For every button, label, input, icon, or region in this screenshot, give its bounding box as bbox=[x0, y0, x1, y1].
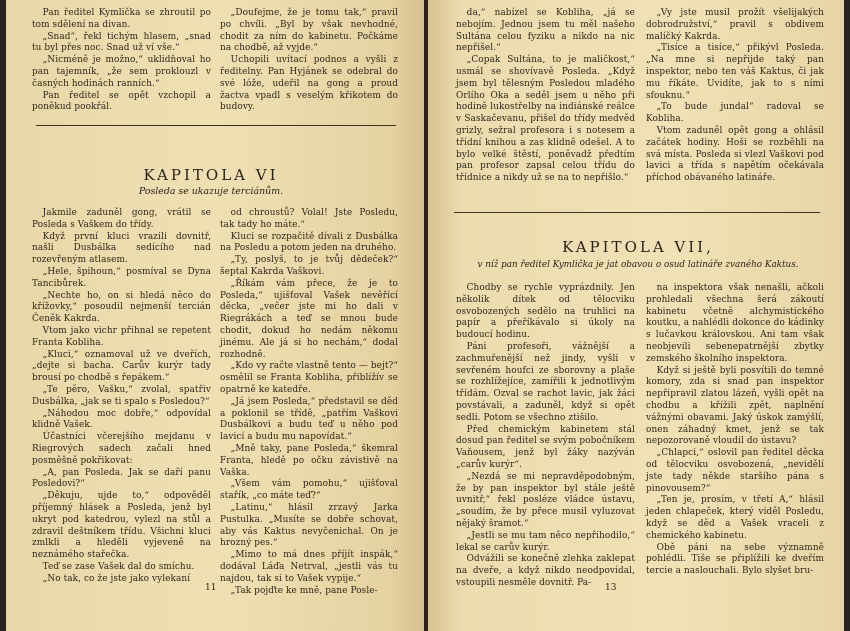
paragraph: na inspektora však nenašli, ačkoli prohledali všechna šerá zákoutí kabinetu včetně alchymistického koutku, a nahlédli dokonce do kádinky s lučavkou královskou. Ani tam však neobjevili sebenepatrnější zbytky zemského školního inspektora. bbox=[646, 283, 824, 364]
paragraph: Vtom jako vichr přihnal se repetent Franta Kobliha. bbox=[32, 325, 211, 348]
paragraph: „Vy jste musil prožít všelijakých dobrodružství,“ pravil s obdivem malíčký Kakrda. bbox=[646, 8, 824, 42]
left-bottom-left-column bbox=[32, 208, 211, 586]
paragraph: Vtom zaduněl opět gong a ohlásil začátek hodiny. Hoši se rozběhli na svá místa. Posleda si vlezl Vaškovi pod lavici a třída s napětím očekávala příchod obávaného latináře. bbox=[646, 125, 824, 184]
paragraph: Teď se zase Vašek dal do smíchu. bbox=[42, 561, 195, 572]
right-bottom-right-column bbox=[646, 283, 824, 578]
paragraph: Pan ředitel se opět vzchopil a poněkud pookřál. bbox=[32, 90, 211, 113]
paragraph: Účastníci včerejšího mejdanu v Riegrových sadech začali hned posměšně pokřikovat: bbox=[32, 432, 211, 466]
left-top-right-column bbox=[220, 8, 398, 114]
paragraph: „Nezdá se mi nepravděpodobným, že by pan inspektor byl stále ještě uvnitř,“ řekl posléze vládce ústavu, „soudím, že by přece musil vyluzovat nějaký šramot.“ bbox=[456, 471, 635, 529]
paragraph: „Doufejme, že je tomu tak,“ pravil po chvíli. „Byl by však nevhodné, chodit za ním do kabinetu. Počkáme na chodbě, až vyjde.“ bbox=[220, 8, 398, 54]
paragraph: „Říkám vám přece, že je to Posleda,“ ujišťoval Vašek nevěřící děcka, „večer jste mi ho dali v Riegrákách a teď se mnou bude chodit, dokud ho nedám někomu jinému. Ale já si ho nechám,“ dodal rozhodně. bbox=[220, 278, 398, 360]
paragraph: Chodby se rychle vyprázdnily. Jen několik dítek od tělocviku osvobozených sedělo na truhlici na papír a přeříkávalo si úkoly na budoucí hodinu. bbox=[456, 283, 635, 341]
paragraph: „Tisíce a tisíce,“ přikývl Posleda. „Na mne si nepřijde taký pan inspektor, nebo ten váš Kaktus, či jak mu říkáte. Uvidíte, jak to s ními sfouknu.“ bbox=[646, 43, 824, 101]
paragraph: „Kdo vy račte vlastně tento — bejt?“ osmělil se Franta Kobliha, přiblížív se opatrně ke katedře. bbox=[220, 361, 398, 395]
paragraph: „Jestli se mu tam něco nepřihodilo,“ lekal se carův kurýr. bbox=[456, 530, 635, 553]
paragraph: da,“ nabízel se Kobliha, „já se nebojím. Jednou jsem tu měl našeho Sultána celou fyziku a nikdo na nic nepřišel.“ bbox=[456, 8, 635, 54]
right-top-divider bbox=[454, 212, 820, 213]
left-top-divider bbox=[36, 125, 396, 126]
chapter-vi-subtitle: Posleda se ukazuje terciánům. bbox=[138, 186, 284, 197]
right-page bbox=[428, 0, 844, 631]
paragraph: „Já jsem Posleda,“ představil se děd a poklonil se třídě, „patřím Vaškovi Dusbálkovi a budu teď u něho pod lavicí a budu mu napovídat.“ bbox=[220, 396, 398, 443]
paragraph: Odvážili se konečně zlehka zaklepat na dveře, a když nikdo neodpovídal, vstoupili nesměle dovnitř. Pa- bbox=[456, 554, 635, 588]
paragraph: Když si ještě byli posvítili do temné komory, zda si snad pan inspektor nepřipravil zlatou lázeň, vyšli opět na chodbu a křížili zpět, naplnění vážnými obavami. Jaký úskok zamýšlí, onen záhadný kmet, jenž se tak nepozorovaně vloudil do ústavu? bbox=[646, 365, 824, 447]
paragraph: „No tak, co že jste jako vylekaní bbox=[42, 573, 191, 584]
page-number-left: 11 bbox=[205, 583, 217, 593]
paragraph: „Te pěro, Vašku,“ zvolal, spatřiv Dusbálka, „jak se ti spalo s Posledou?“ bbox=[32, 384, 211, 407]
paragraph: Pan ředitel Kymlička se zhroutil po tom sdělení na divan. bbox=[32, 8, 211, 30]
paragraph: „Děkuju, ujde to,“ odpověděl příjemný hlásek a Posleda, jenž byl ukryt pod katedrou, vylezl na stůl a zdravil deštníkem třídu. Všichni kluci zmlkli a hleděli vyjeveně na neznámého stařečka. bbox=[32, 491, 211, 561]
right-bottom-left-column bbox=[456, 283, 635, 590]
left-top-left-column bbox=[32, 8, 211, 114]
paragraph: „Mně taky, pane Posleda,“ škemral Franta, hledě po očku závistivě na Vaška. bbox=[220, 443, 398, 478]
paragraph: „Chlapci,“ oslovil pan ředitel děcka od tělocviku osvobozená, „nevidělí jste tady někde staršího pána s pinovousem?“ bbox=[646, 448, 824, 494]
right-top-left-column bbox=[456, 8, 635, 185]
paragraph: „To bude jundal“ radoval se Kobliha. bbox=[646, 102, 824, 125]
paragraph: „Tak pojďte ke mně, pane Posle- bbox=[230, 585, 378, 596]
paragraph: „A, pan Posleda. Jak se daří panu Posledovi?“ bbox=[32, 467, 211, 490]
paragraph: „Hele, špihoun,“ posmíval se Dyna Tancibůrek. bbox=[32, 266, 211, 289]
paragraph: Když první kluci vrazili dovnitř, našli Dusbálka sedícího nad rozevřeným atlasem. bbox=[32, 231, 211, 266]
left-page bbox=[6, 0, 424, 631]
left-bottom-right-column bbox=[220, 208, 398, 597]
paragraph: Před chemickým kabinetem stál dosud pan ředitel se svým pobočníkem Vaňousem, jenž byl žáky nazýván „carův kurýr“. bbox=[456, 424, 635, 470]
paragraph: „Copak Sultána, to je maličkost,“ usmál se shovívavě Posleda. „Když jsem byl tělesným Posledou mladého Orlího Oka a seděl jsem u něho při hodině lukostřelby na indiánské reálce v Saskačevanu, přišel do třídy medvěd grizly, sežral profesora i s notesem a třídní knihou a zas klidně odešel. A to bylo velké štěstí, poněvadž předtím pan profesor zapsal celou třídu do třídnice a nikdy už se na to nepřišlo.“ bbox=[456, 55, 635, 184]
chapter-vii-subtitle: v níž pan ředitel Kymlička je jat obavou o osud latináře zvaného Kaktus. bbox=[477, 260, 799, 270]
paragraph: „Snad“, řekl tichým hlasem, „snad tu byl přes noc. Snad už ví vše.“ bbox=[32, 31, 211, 54]
paragraph: Páni profesoři, vážnější a zachmuřenější než jindy, vyšli v sevřeném houfci ze sborovny a plaše se rozhlížejíce, zamířili k jednotlivým třídám. Ozval se rachot lavic, jak žáci povstávali, a zaduněl, když si opět sedli. Potom se všechno ztišilo. bbox=[456, 341, 635, 423]
paragraph: „Všem vám pomohu,“ ujišťoval stařík, „co máte teď?“ bbox=[220, 479, 398, 502]
paragraph: „Mimo to má dnes příjít inspák,“ dodával Láďa Netrval, „jestli vás tu najdou, tak si to Vašek vypije.“ bbox=[220, 550, 398, 584]
right-top-right-column bbox=[646, 8, 824, 185]
paragraph: Kluci se rozpačitě dívali z Dusbálka na Posledu a potom jeden na druhého. bbox=[220, 231, 398, 254]
paragraph: „Ten je, prosím, v třetí A,“ hlásil jeden chlapeček, který viděl Posledu, když se děd a Vašek vraceli z chemického kabinetu. bbox=[646, 495, 824, 541]
chapter-vi-title: KAPITOLA VI bbox=[143, 166, 279, 184]
paragraph: od chroustů? Volal! Jste Posledu, tak tady ho máte.“ bbox=[220, 208, 398, 230]
chapter-vii-title: KAPITOLA VII, bbox=[562, 238, 714, 256]
paragraph: „Kluci,“ oznamoval už ve dveřích, „dejte si bacha. Carův kurýr tady brousí po chodbě s řepákem.“ bbox=[32, 349, 211, 384]
paragraph: Uchopili uvítací podnos a vyšli z ředitelny. Pan Hyjánek se odebral do své lóže, udeřil na gong a proud žactva vpadl s veselým křikotem do budovy. bbox=[220, 55, 398, 113]
paragraph: „Latinu,“ hlásil zrzavý Jarka Pustulka. „Musíte se dobře schovat, aby vás Kaktus nevyčenichal. On je hrozný pes.“ bbox=[220, 502, 398, 549]
page-number-right: 13 bbox=[605, 583, 617, 593]
paragraph: Jakmile zaduněl gong, vrátil se Posleda s Vaškem do třídy. bbox=[32, 208, 211, 230]
paragraph: „Náhodou moc dobře,“ odpovídal klidně Vašek. bbox=[32, 408, 211, 431]
paragraph: Obě páni na sebe významně pohlédli. Tiše se připlížili ke dveřím tercie a naslouchali. Bylo slyšet bru- bbox=[646, 542, 824, 577]
paragraph: „Nechte ho, on si hledá něco do křížovky,“ posoudil nejmenší tercián Čeněk Kakrda. bbox=[32, 290, 211, 325]
paragraph: „Ty, poslyš, to je tvůj dědeček?“ šeptal Kakrda Vaškovi. bbox=[220, 255, 398, 277]
paragraph: „Nicméně je možno,“ uklidňoval ho pan tajemník, „že sem proklouzl v časných hodinách ranních.“ bbox=[32, 55, 211, 89]
